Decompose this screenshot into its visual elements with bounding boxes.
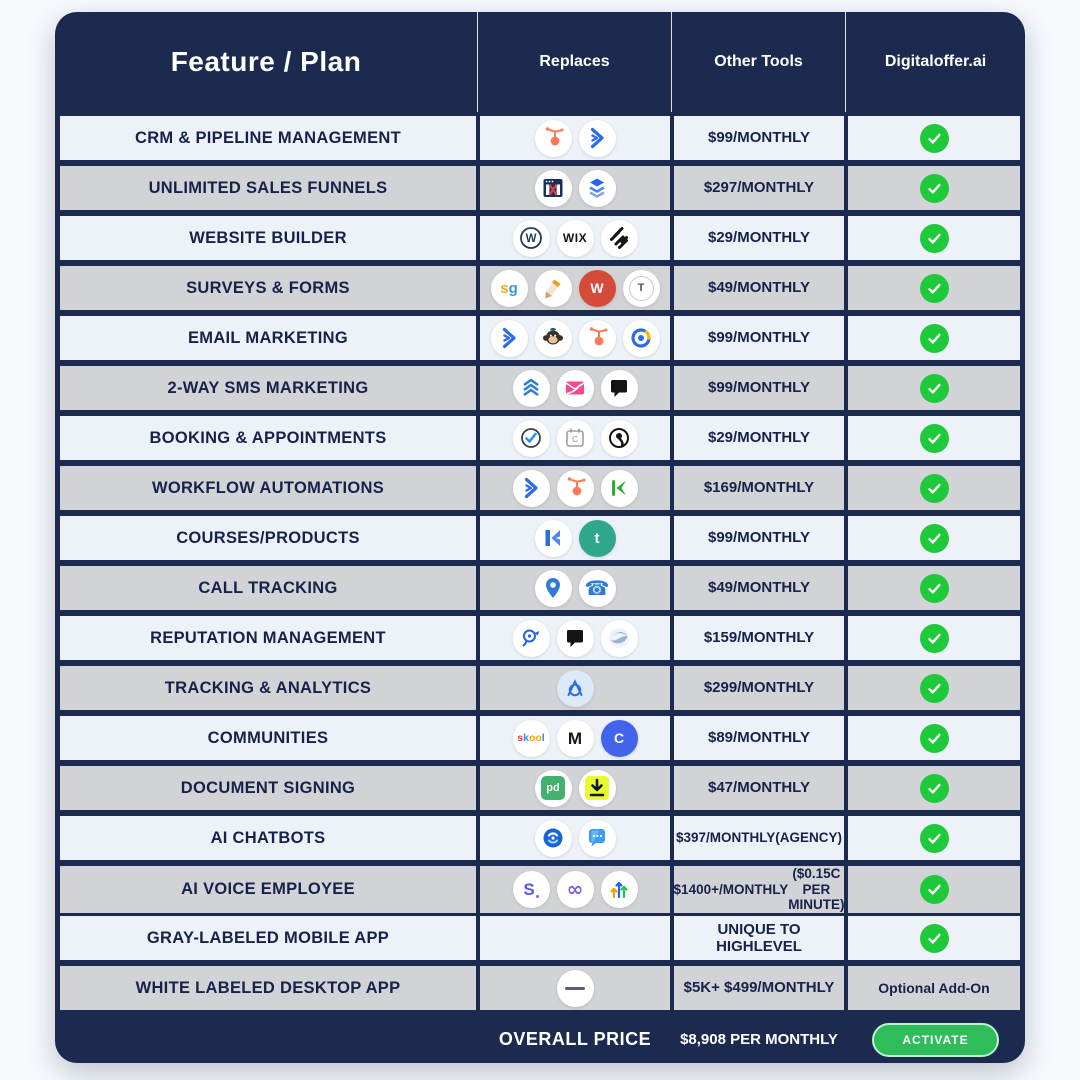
table-body (55, 112, 1025, 1010)
feature-label: CRM & PIPELINE MANAGEMENT (60, 116, 476, 160)
digitaloffer-cell (848, 866, 1020, 913)
other-tools-price: $89/MONTHLY (674, 716, 844, 760)
other-tools-price: $159/MONTHLY (674, 616, 844, 660)
table-row (60, 866, 1020, 913)
replaces-icons-cell (480, 766, 670, 810)
hubspot-icon (535, 120, 572, 157)
feature-label: AI VOICE EMPLOYEE (60, 866, 476, 913)
table-row (60, 166, 1020, 210)
activecampaign-icon (491, 320, 528, 357)
replaces-icons-cell (480, 266, 670, 310)
podium-icon (557, 620, 594, 657)
replaces-icons-cell (480, 916, 670, 960)
kajabi-icon (535, 520, 572, 557)
feature-label: WORKFLOW AUTOMATIONS (60, 466, 476, 510)
synthflow-s-icon: S (513, 871, 550, 908)
included-check-icon (920, 374, 949, 403)
digitaloffer-cell (848, 366, 1020, 410)
wordmark-logo-icon (557, 970, 594, 1007)
feature-label: WEBSITE BUILDER (60, 216, 476, 260)
header-brand: Digitaloffer.ai (884, 53, 987, 70)
birdeye-icon (513, 620, 550, 657)
digitaloffer-cell (848, 966, 1020, 1010)
hubspot-icon (557, 470, 594, 507)
other-tools-price: $99/MONTHLY (674, 316, 844, 360)
surveygizmo-icon: sg (491, 270, 528, 307)
included-check-icon (920, 774, 949, 803)
digitaloffer-cell (848, 616, 1020, 660)
activecampaign-icon (513, 470, 550, 507)
constantcontact-icon (623, 320, 660, 357)
feature-label: TRACKING & ANALYTICS (60, 666, 476, 710)
chat-bubble-dots-icon (579, 820, 616, 857)
table-row (60, 116, 1020, 160)
table-row (60, 616, 1020, 660)
included-check-icon (920, 124, 949, 153)
other-tools-price: $49/MONTHLY (674, 566, 844, 610)
included-check-icon (920, 674, 949, 703)
replaces-icons-cell (480, 416, 670, 460)
replaces-icons-cell (480, 716, 670, 760)
digitaloffer-cell (848, 416, 1020, 460)
digitaloffer-cell (848, 716, 1020, 760)
hubspot-icon (579, 320, 616, 357)
header-replaces: Replaces (478, 12, 672, 112)
analytics-a-icon (557, 670, 594, 707)
calendly-check-icon (513, 420, 550, 457)
other-tools-price: $297/MONTHLY (674, 166, 844, 210)
other-tools-price: $397/MONTHLY (AGENCY) (674, 816, 844, 860)
replaces-icons-cell (480, 866, 670, 913)
table-row (60, 316, 1020, 360)
overall-price-label: OVERALL PRICE (498, 1029, 652, 1049)
activate-button[interactable]: ACTIVATE (872, 1023, 998, 1057)
replaces-icons-cell (480, 366, 670, 410)
table-row (60, 566, 1020, 610)
digitaloffer-cell (848, 216, 1020, 260)
svg-text:W: W (525, 233, 537, 246)
table-row (60, 466, 1020, 510)
replaces-icons-cell (480, 216, 670, 260)
wufoo-icon: W (579, 270, 616, 307)
reputation-swirl-icon (601, 620, 638, 657)
phone-dial-icon: ☎ (579, 570, 616, 607)
chatbot-circle-icon (535, 820, 572, 857)
layers-stack-icon (579, 170, 616, 207)
other-tools-price: $99/MONTHLY (674, 116, 844, 160)
digitaloffer-cell (848, 566, 1020, 610)
table-row (60, 266, 1020, 310)
growth-arrows-icon (601, 871, 638, 908)
feature-label: DOCUMENT SIGNING (60, 766, 476, 810)
feature-label: EMAIL MARKETING (60, 316, 476, 360)
clickfunnels-icon (535, 170, 572, 207)
chevrons-up-icon (513, 370, 550, 407)
sign-download-icon (579, 770, 616, 807)
typeform-icon: T (623, 270, 660, 307)
acuity-icon (601, 420, 638, 457)
other-tools-price: $99/MONTHLY (674, 366, 844, 410)
table-header (55, 12, 1025, 112)
digitaloffer-cell (848, 166, 1020, 210)
calendar-c-icon (557, 420, 594, 457)
table-row (60, 366, 1020, 410)
included-check-icon (920, 174, 949, 203)
digitaloffer-cell (848, 816, 1020, 860)
pandadoc-icon: pd (535, 770, 572, 807)
squarespace-icon (601, 220, 638, 257)
table-row (60, 516, 1020, 560)
replaces-icons-cell (480, 966, 670, 1010)
other-tools-price: UNIQUE TO HIGHLEVEL (674, 916, 844, 960)
other-tools-price: $5K+ $499/MONTHLY (674, 966, 844, 1010)
overall-price-value: $8,908 PER MONTHLY (680, 1031, 838, 1048)
included-check-icon (920, 924, 949, 953)
other-tools-price: $169/MONTHLY (674, 466, 844, 510)
replaces-icons-cell (480, 566, 670, 610)
other-tools-price: $49/MONTHLY (674, 266, 844, 310)
table-row (60, 216, 1020, 260)
table-footer (55, 1016, 1025, 1063)
digitaloffer-cell (848, 516, 1020, 560)
included-check-icon (920, 324, 949, 353)
table-row (60, 816, 1020, 860)
other-tools-price: $99/MONTHLY (674, 516, 844, 560)
infinity-icon: ∞ (557, 871, 594, 908)
header-other-tools: Other Tools (672, 12, 846, 112)
other-tools-price: $29/MONTHLY (674, 416, 844, 460)
replaces-icons-cell (480, 616, 670, 660)
table-row (60, 916, 1020, 960)
feature-label: SURVEYS & FORMS (60, 266, 476, 310)
feature-label: 2-WAY SMS MARKETING (60, 366, 476, 410)
included-check-icon (920, 574, 949, 603)
sms-envelope-icon (557, 370, 594, 407)
feature-label: UNLIMITED SALES FUNNELS (60, 166, 476, 210)
other-tools-price: $47/MONTHLY (674, 766, 844, 810)
replaces-icons-cell (480, 516, 670, 560)
included-check-icon (920, 224, 949, 253)
digitaloffer-cell (848, 466, 1020, 510)
digitaloffer-cell (848, 916, 1020, 960)
callrail-pin-icon (535, 570, 572, 607)
wix-icon: WIX (557, 220, 594, 257)
replaces-icons-cell (480, 316, 670, 360)
included-check-icon (920, 724, 949, 753)
replaces-icons-cell (480, 166, 670, 210)
other-tools-price: $299/MONTHLY (674, 666, 844, 710)
optional-addon-label: Optional Add-On (878, 980, 990, 996)
included-check-icon (920, 824, 949, 853)
other-tools-price: $29/MONTHLY (674, 216, 844, 260)
feature-label: BOOKING & APPOINTMENTS (60, 416, 476, 460)
feature-label: CALL TRACKING (60, 566, 476, 610)
replaces-icons-cell (480, 116, 670, 160)
mailchimp-icon (535, 320, 572, 357)
digitaloffer-cell (848, 316, 1020, 360)
podium-icon (601, 370, 638, 407)
included-check-icon (920, 524, 949, 553)
mighty-networks-icon: M (557, 720, 594, 757)
activecampaign-icon (579, 120, 616, 157)
table-row (60, 766, 1020, 810)
feature-label: AI CHATBOTS (60, 816, 476, 860)
table-row (60, 416, 1020, 460)
feature-label: COURSES/PRODUCTS (60, 516, 476, 560)
teachable-icon: t (579, 520, 616, 557)
included-check-icon (920, 424, 949, 453)
table-row (60, 716, 1020, 760)
circle-community-icon: C (601, 720, 638, 757)
replaces-icons-cell (480, 466, 670, 510)
included-check-icon (920, 474, 949, 503)
wordpress-icon (513, 220, 550, 257)
other-tools-price: $1400+/MONTHLY ($0.15C PER MINUTE) (673, 866, 845, 913)
included-check-icon (920, 274, 949, 303)
pencil-icon (535, 270, 572, 307)
replaces-icons-cell (480, 666, 670, 710)
feature-label: COMMUNITIES (60, 716, 476, 760)
header-feature-plan: Feature / Plan (55, 12, 478, 112)
digitaloffer-cell (848, 766, 1020, 810)
digitaloffer-cell (848, 116, 1020, 160)
skool-icon: skool (513, 720, 550, 757)
included-check-icon (920, 624, 949, 653)
digitaloffer-cell (848, 666, 1020, 710)
svg-text:C: C (572, 435, 578, 444)
feature-label: WHITE LABELED DESKTOP APP (60, 966, 476, 1010)
replaces-icons-cell (480, 816, 670, 860)
included-check-icon (920, 875, 949, 904)
comparison-table-card (55, 12, 1025, 1063)
digitaloffer-cell (848, 266, 1020, 310)
feature-label: GRAY-LABELED MOBILE APP (60, 916, 476, 960)
keap-icon (601, 470, 638, 507)
feature-label: REPUTATION MANAGEMENT (60, 616, 476, 660)
table-row (60, 966, 1020, 1010)
table-row (60, 666, 1020, 710)
